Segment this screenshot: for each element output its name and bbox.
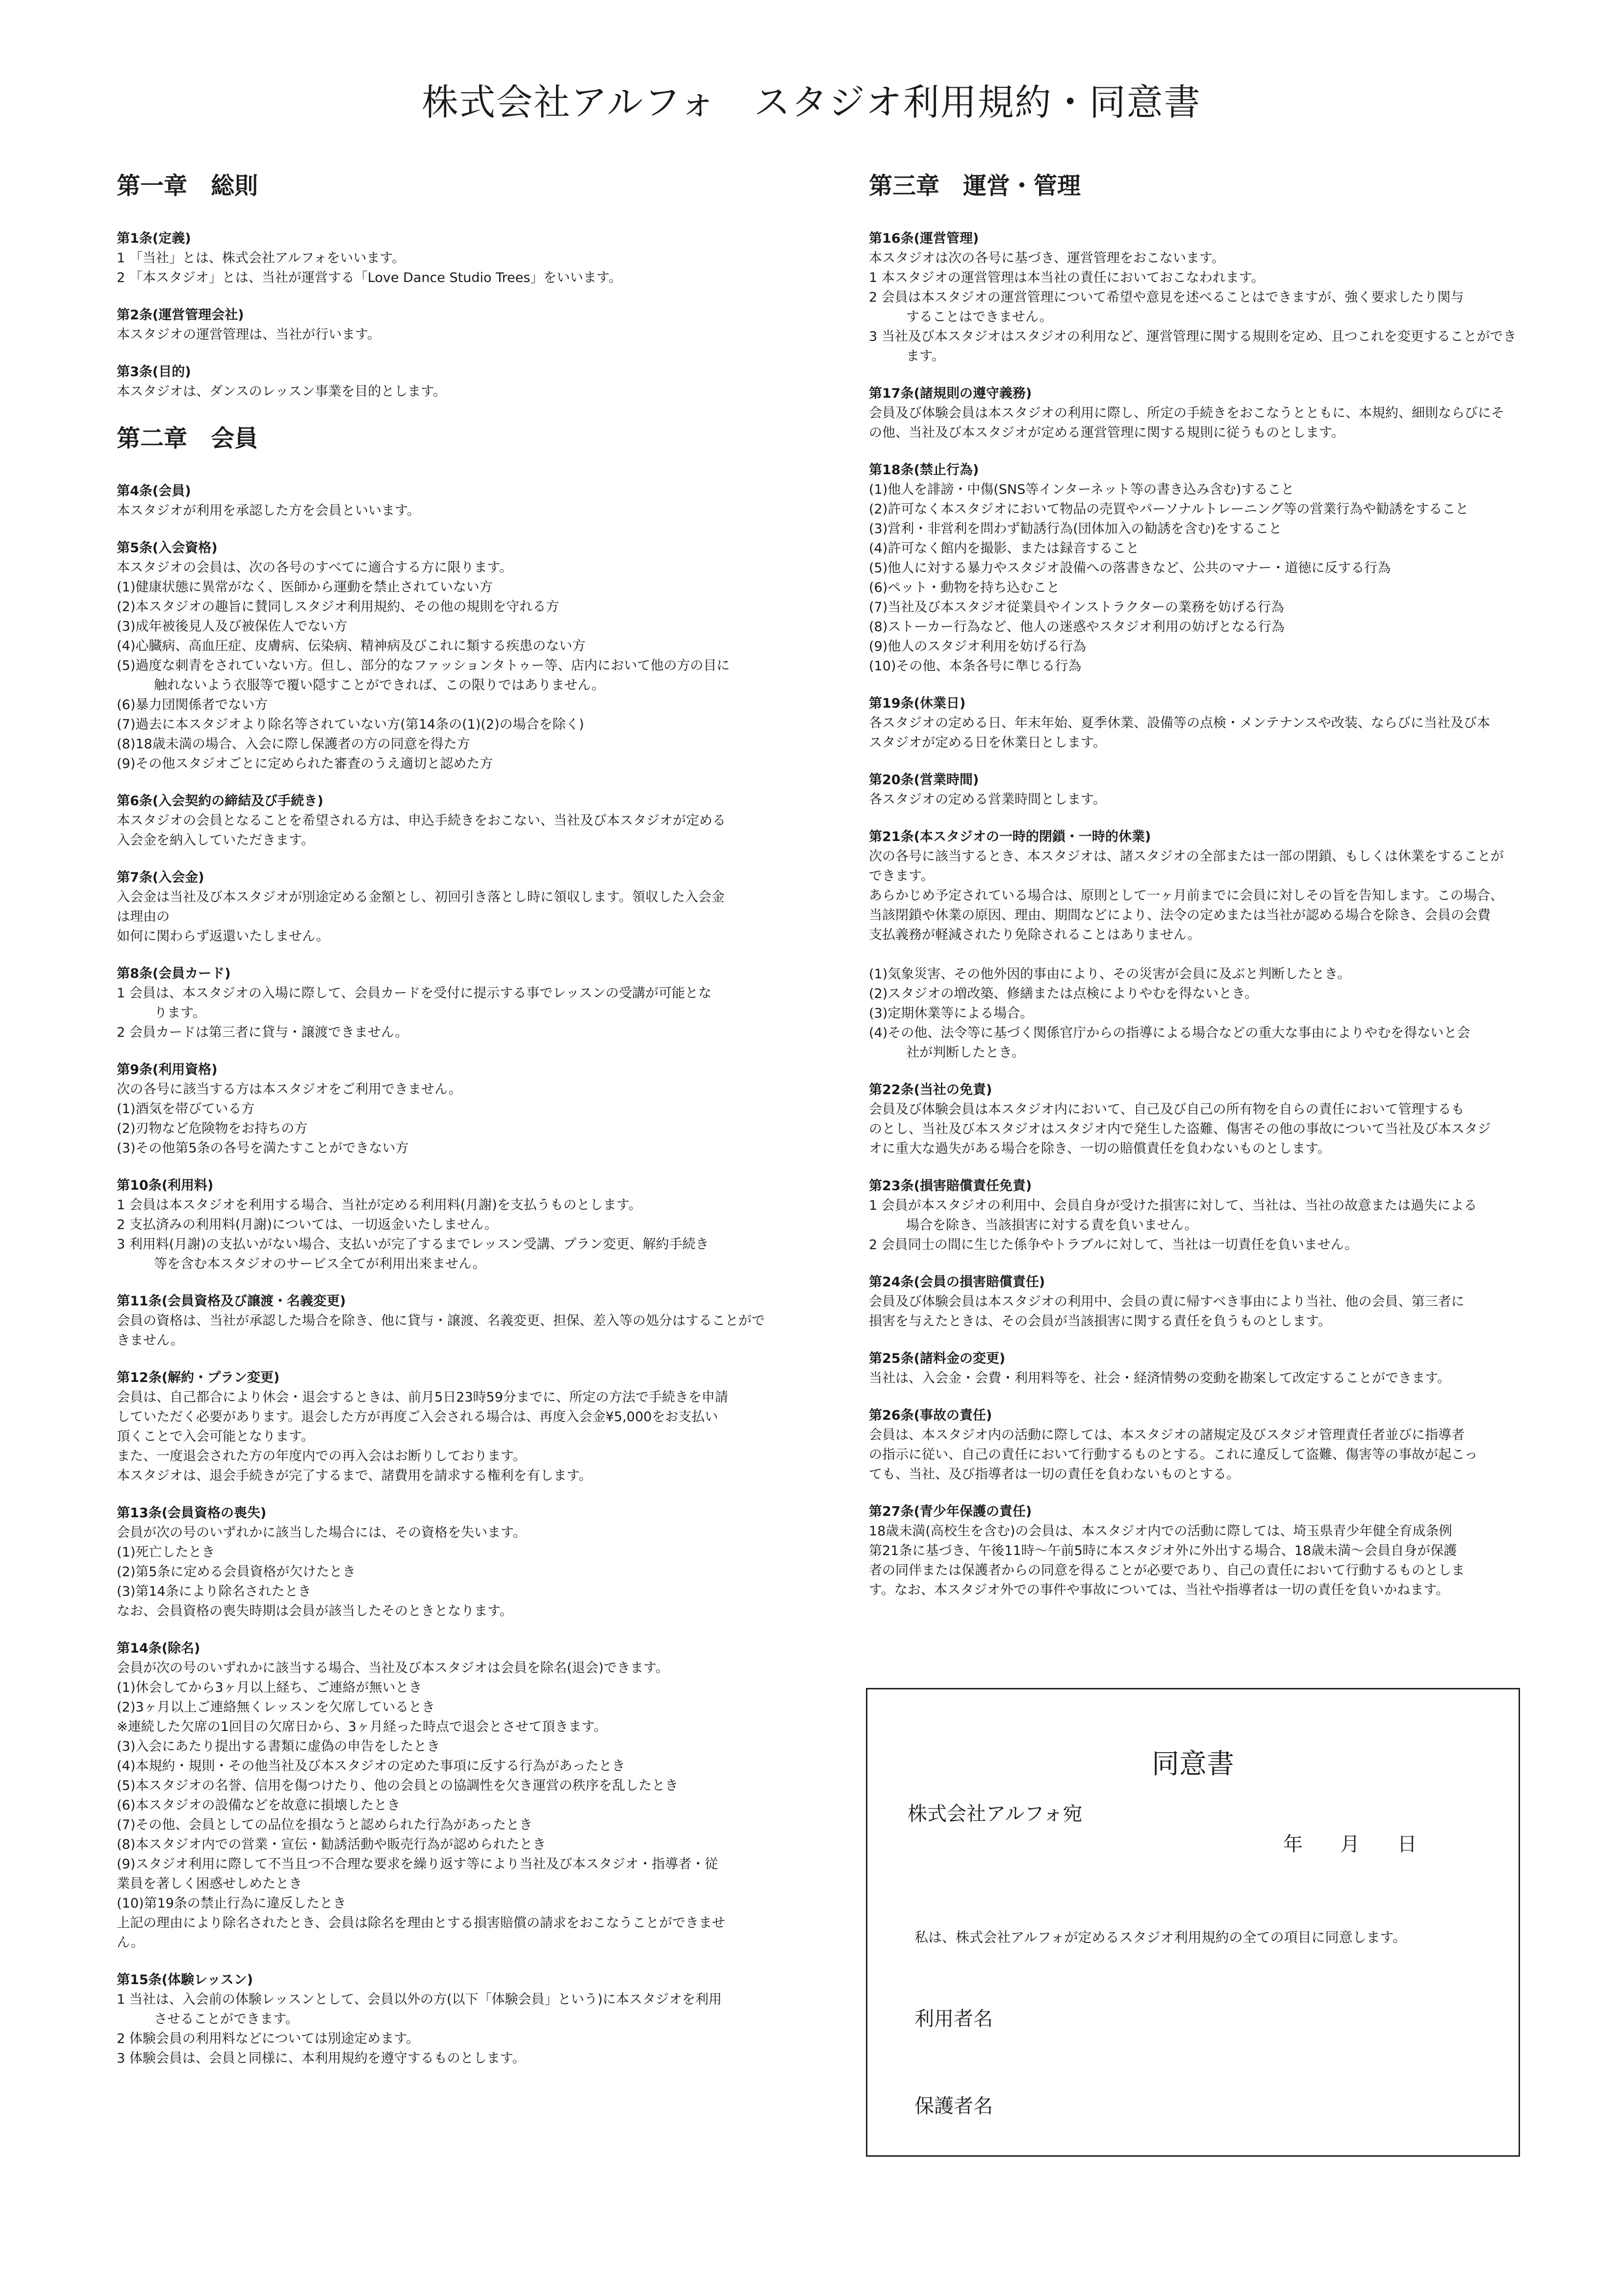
article-line: 支払義務が軽減されたり免除されることはありません。	[869, 927, 1201, 943]
article-line: 各スタジオの定める日、年末年始、夏季休業、設備等の点検・メンテナンスや改装、ならびに当社及び本	[869, 715, 1490, 731]
article-line: 1 本スタジオの運営管理は本当社の責任においておこなわれます。	[869, 270, 1265, 285]
article	[869, 1080, 1580, 1159]
article	[869, 1176, 1580, 1255]
article-title: 第21条(本スタジオの一時的閉鎖・一時的休業)	[869, 829, 1151, 844]
article-title: 第16条(運営管理)	[869, 231, 979, 246]
article-line: (7)その他、会員としての品位を損なうと認められた行為があったとき	[117, 1817, 533, 1833]
right-column	[869, 167, 1580, 1618]
article	[117, 1639, 823, 1953]
chapter-heading: 第三章 運営・管理	[869, 172, 1081, 200]
article-title: 第11条(会員資格及び譲渡・名義変更)	[117, 1294, 346, 1309]
article-line: (5)本スタジオの名誉、信用を傷つけたり、他の会員との協調性を欠き運営の秩序を乱したとき	[117, 1778, 679, 1793]
article-line: のとし、当社及び本スタジオはスタジオ内で発生した盗難、傷害その他の事故について当社及び本スタジ	[869, 1122, 1491, 1137]
article-line: (6)ペット・動物を持ち込むこと	[869, 580, 1060, 595]
article-line-continued: 社が判断したとき。	[906, 1045, 1025, 1060]
article	[117, 1504, 823, 1621]
date-day-label: 日	[1397, 1833, 1417, 1856]
article-line: (10)第19条の禁止行為に違反したとき	[117, 1896, 346, 1911]
article-title: 第23条(損害賠償責任免責)	[869, 1178, 1032, 1194]
article-line: 会員の資格は、当社が承認した場合を除き、他に貸与・譲渡、名義変更、担保、差入等の処分はすることがで	[117, 1313, 765, 1328]
article-line: また、一度退会された方の年度内での再入会はお断りしております。	[117, 1449, 526, 1464]
article-line: (2)本スタジオの趣旨に賛同しスタジオ利用規約、その他の規則を守れる方	[117, 599, 559, 614]
article-line: (6)暴力団関係者でない方	[117, 697, 268, 713]
article-title: 第24条(会員の損害賠償責任)	[869, 1275, 1045, 1290]
article-line: きません。	[117, 1333, 184, 1348]
article-line: 会員及び体験会員は本スタジオの利用に際し、所定の手続きをおこなうとともに、本規約、細則ならびにそ	[869, 406, 1504, 421]
article-line-continued: 触れないよう衣服等で覆い隠すことができれば、この限りではありません。	[154, 678, 605, 693]
article-line-continued: ります。	[154, 1005, 206, 1020]
article	[117, 1292, 823, 1351]
article-line-continued: 場合を除き、当該損害に対する責を負いません。	[906, 1218, 1198, 1233]
article-title: 第8条(会員カード)	[117, 966, 231, 981]
article-line: す。なお、本スタジオ外での事件や事故については、当社や指導者は一切の責任を負いかねます。	[869, 1582, 1449, 1598]
article-line: (3)定期休業等による場合。	[869, 1006, 1034, 1021]
consent-heading: 同意書	[1152, 1748, 1234, 1780]
article-line-continued: ます。	[906, 349, 945, 364]
article-line: 2 支払済みの利用料(月謝)については、一切返金いたしません。	[117, 1217, 498, 1232]
guardian-name-label: 保護者名	[914, 2095, 993, 2117]
article-title: 第10条(利用料)	[117, 1178, 214, 1193]
article-title: 第14条(除名)	[117, 1641, 201, 1656]
article-title: 第27条(青少年保護の責任)	[869, 1504, 1032, 1519]
article-line: 当社は、入会金・会費・利用料等を、社会・経済情勢の変動を勘案して改定することができます。	[869, 1371, 1450, 1386]
article-line: (4)心臓病、高血圧症、皮膚病、伝染病、精神病及びこれに類する疾患のない方	[117, 638, 586, 654]
article-title: 第22条(当社の免責)	[869, 1082, 992, 1097]
article-line: 1 「当社」とは、株式会社アルフォをいいます。	[117, 251, 406, 266]
article-line: (7)当社及び本スタジオ従業員やインストラクターの業務を妨げる行為	[869, 600, 1284, 615]
article-line: (1)休会してから3ヶ月以上経ち、ご連絡が無いとき	[117, 1680, 422, 1695]
article-line: ※連続した欠席の1回目の欠席日から、3ヶ月経った時点で退会とさせて頂きます。	[117, 1719, 607, 1735]
user-name-label: 利用者名	[914, 2008, 993, 2030]
article	[869, 1406, 1580, 1484]
article	[869, 694, 1580, 753]
article-title: 第13条(会員資格の喪失)	[117, 1505, 267, 1521]
article	[117, 306, 823, 345]
article-line: (2)第5条に定める会員資格が欠けたとき	[117, 1564, 356, 1580]
article-line: (9)その他スタジオごとに定められた審査のうえ適切と認めた方	[117, 756, 493, 771]
article	[117, 229, 823, 288]
article-line: ん。	[117, 1935, 144, 1950]
article-line: 本スタジオは、退会手続きが完了するまで、諸費用を請求する権利を有します。	[117, 1468, 592, 1483]
article-line: (4)その他、法令等に基づく関係官庁からの指導による場合などの重大な事由によりやむを得ないと会	[869, 1025, 1471, 1041]
article-title: 第5条(入会資格)	[117, 540, 218, 556]
consent-addressee: 株式会社アルフォ宛	[908, 1803, 1083, 1825]
article-line: (9)スタジオ利用に際して不当且つ不合理な要求を繰り返す等により当社及び本スタジオ・指導者・従	[117, 1857, 718, 1872]
consent-form	[866, 1688, 1520, 2157]
article-line: 会員及び体験会員は本スタジオ内において、自己及び自己の所有物を自らの責任において管理するも	[869, 1102, 1465, 1117]
article-line: の他、当社及び本スタジオが定める運営管理に関する規則に従うものとします。	[869, 425, 1344, 440]
article	[869, 1349, 1580, 1388]
article	[117, 868, 823, 946]
article-line: 第21条に基づき、午後11時～午前5時に本スタジオ外に外出する場合、18歳未満～会員自身が保護	[869, 1543, 1457, 1558]
article-line: 会員が次の号のいずれかに該当した場合には、その資格を失います。	[117, 1525, 526, 1540]
article-line: 本スタジオの会員は、次の各号のすべてに適合する方に限ります。	[117, 560, 513, 575]
article-line: 18歳未満(高校生を含む)の会員は、本スタジオ内での活動に際しては、埼玉県青少年健全育成条例	[869, 1524, 1452, 1539]
article-line: (8)本スタジオ内での営業・宣伝・勧誘活動や販売行為が認められたとき	[117, 1837, 546, 1852]
article	[117, 1060, 823, 1158]
article	[117, 538, 823, 774]
article-line: していただく必要があります。退会した方が再度ご入会される場合は、再度入会金¥5,000をお支払い	[117, 1409, 718, 1425]
article-line: (2)スタジオの増改築、修繕または点検によりやむを得ないとき。	[869, 986, 1258, 1001]
article	[869, 827, 1580, 1063]
article-line: 入会金を納入していただきます。	[117, 833, 314, 848]
article-line: (1)酒気を帯びている方	[117, 1101, 255, 1117]
article-title: 第6条(入会契約の締結及び手続き)	[117, 793, 324, 809]
article-line: 入会金は当社及び本スタジオが別途定める金額とし、初回引き落とし時に領収します。領収した入会金	[117, 890, 725, 905]
article-line: 頂くことで入会可能となります。	[117, 1429, 314, 1444]
article-line: 2 会員同士の間に生じた係争やトラブルに対して、当社は一切責任を負いません。	[869, 1237, 1358, 1252]
article-line: 1 会員は本スタジオを利用する場合、当社が定める利用料(月謝)を支払うものとします。	[117, 1198, 642, 1213]
consent-statement: 私は、株式会社アルフォが定めるスタジオ利用規約の全ての項目に同意します。	[914, 1929, 1407, 1945]
article-line: (5)他人に対する暴力やスタジオ設備への落書きなど、公共のマナー・道徳に反する行為	[869, 561, 1391, 576]
article	[117, 1970, 823, 2068]
article	[117, 482, 823, 521]
date-year-label: 年	[1283, 1833, 1303, 1856]
article	[117, 1368, 823, 1486]
article-line: 当該閉鎖や休業の原因、理由、期間などにより、法令の定めまたは当社が認める場合を除き、会員の会費	[869, 908, 1491, 923]
article-line-continued: 等を含む本スタジオのサービス全てが利用出来ません。	[154, 1256, 486, 1272]
article-line: (3)第14条により除名されたとき	[117, 1584, 311, 1599]
article-line: (2)3ヶ月以上ご連絡無くレッスンを欠席しているとき	[117, 1700, 435, 1715]
article-title: 第17条(諸規則の遵守義務)	[869, 386, 1032, 401]
article	[117, 964, 823, 1043]
page-title: 株式会社アルフォ スタジオ利用規約・同意書	[422, 81, 1201, 124]
article-title: 第9条(利用資格)	[117, 1062, 218, 1077]
article-line: (8)18歳未満の場合、入会に際し保護者の方の同意を得た方	[117, 737, 470, 752]
article-title: 第19条(休業日)	[869, 696, 966, 711]
article-line: (2)刃物など危険物をお持ちの方	[117, 1121, 308, 1136]
article-line: 会員は、本スタジオ内の活動に際しては、本スタジオの諸規定及びスタジオ管理責任者並びに指導者	[869, 1428, 1465, 1443]
article-line: あらかじめ予定されている場合は、原則として一ヶ月前までに会員に対しその旨を告知します。この場合、	[869, 888, 1503, 903]
article-line: (7)過去に本スタジオより除名等されていない方(第14条の(1)(2)の場合を除く)	[117, 717, 584, 732]
article-line: (2)許可なく本スタジオにおいて物品の売買やパーソナルトレーニング等の営業行為や勧誘をすること	[869, 502, 1469, 517]
article-line: 1 会員が本スタジオの利用中、会員自身が受けた損害に対して、当社は、当社の故意または過失による	[869, 1198, 1477, 1213]
article-line: できます。	[869, 868, 934, 884]
article-line: (3)入会にあたり提出する書類に虚偽の申告をしたとき	[117, 1739, 440, 1754]
article-line: 如何に関わらず返還いたしません。	[117, 929, 330, 944]
left-column	[117, 167, 823, 2086]
article-line: スタジオが定める日を休業日とします。	[869, 735, 1106, 750]
article	[869, 1502, 1580, 1600]
article	[869, 384, 1580, 443]
article-line: (6)本スタジオの設備などを故意に損壊したとき	[117, 1798, 401, 1813]
article-line: (3)その他第5条の各号を満たすことができない方	[117, 1141, 409, 1156]
article-title: 第20条(営業時間)	[869, 772, 979, 788]
article-line: (3)営利・非営利を問わず勧誘行為(団体加入の勧誘を含む)をすること	[869, 521, 1282, 536]
article-line: 3 利用料(月謝)の支払いがない場合、支払いが完了するまでレッスン受講、プラン変更、解約手続き	[117, 1237, 709, 1252]
article	[869, 460, 1580, 676]
article	[869, 1273, 1580, 1331]
article-line: なお、会員資格の喪失時期は会員が該当したそのときとなります。	[117, 1604, 513, 1619]
article-title: 第26条(事故の責任)	[869, 1408, 992, 1423]
chapter-heading: 第二章 会員	[117, 425, 258, 452]
article-line: 会員及び体験会員は本スタジオの利用中、会員の責に帰すべき事由により当社、他の会員、第三者に	[869, 1294, 1465, 1309]
article-line: (3)成年被後見人及び被保佐人でない方	[117, 619, 348, 634]
article-line: 2 会員は本スタジオの運営管理について希望や意見を述べることはできますが、強く要求したり関与	[869, 290, 1464, 305]
article-title: 第18条(禁止行為)	[869, 462, 979, 478]
article-line: 2 「本スタジオ」とは、当社が運営する「Love Dance Studio Trees」をいいます。	[117, 270, 622, 285]
article-line: 会員が次の号のいずれかに該当する場合、当社及び本スタジオは会員を除名(退会)できます。	[117, 1660, 669, 1676]
article-line: (4)許可なく館内を撮影、または録音すること	[869, 541, 1140, 556]
article-line: (8)ストーカー行為など、他人の迷惑やスタジオ利用の妨げとなる行為	[869, 619, 1285, 635]
article	[117, 362, 823, 402]
article-line: (1)死亡したとき	[117, 1545, 215, 1560]
article-line: 業員を著しく困惑せしめたとき	[117, 1876, 302, 1891]
article-title: 第1条(定義)	[117, 231, 191, 246]
article-title: 第7条(入会金)	[117, 870, 204, 885]
article-line-continued: させることができます。	[154, 2012, 299, 2027]
article-line: 2 会員カードは第三者に貸与・譲渡できません。	[117, 1025, 408, 1040]
article-line: 各スタジオの定める営業時間とします。	[869, 792, 1106, 807]
article-line: (4)本規約・規則・その他当社及び本スタジオの定めた事項に反する行為があったとき	[117, 1759, 625, 1774]
article-line: (1)健康状態に異常がなく、医師から運動を禁止されていない方	[117, 580, 493, 595]
article-title: 第25条(諸料金の変更)	[869, 1351, 1006, 1366]
article-line: 次の各号に該当する方は本スタジオをご利用できません。	[117, 1082, 462, 1097]
article-title: 第12条(解約・プラン変更)	[117, 1370, 280, 1385]
article-line: の指示に従い、自己の責任において行動するものとする。これに違反して盗難、傷害等の事故が起こっ	[869, 1447, 1478, 1462]
article-line-continued: することはできません。	[906, 309, 1053, 325]
chapter-heading: 第一章 総則	[117, 172, 258, 200]
article-line: 1 会員は、本スタジオの入場に際して、会員カードを受付に提示する事でレッスンの受講が可能とな	[117, 986, 711, 1001]
article-line: 2 体験会員の利用料などについては別途定めます。	[117, 2031, 420, 2046]
article-line: 3 体験会員は、会員と同様に、本利用規約を遵守するものとします。	[117, 2051, 526, 2066]
article-line: 3 当社及び本スタジオはスタジオの利用など、運営管理に関する規則を定め、且つこれを変更することができ	[869, 329, 1517, 344]
article-line: ても、当社、及び指導者は一切の責任を負わないものとする。	[869, 1467, 1240, 1482]
article-line: (5)過度な刺青をされていない方。但し、部分的なファッションタトゥー等、店内において他の方の目に	[117, 658, 730, 673]
article-line: 本スタジオの会員となることを希望される方は、申込手続きをおこない、当社及び本スタジオが定める	[117, 813, 726, 828]
article-line: 次の各号に該当するとき、本スタジオは、諸スタジオの全部または一部の閉鎖、もしくは休業をすることが	[869, 849, 1504, 864]
article-line: は理由の	[117, 909, 170, 924]
date-month-label: 月	[1340, 1833, 1360, 1856]
article-line: (1)他人を誹謗・中傷(SNS等インターネット等の書き込み含む)すること	[869, 482, 1294, 497]
article-line: 本スタジオの運営管理は、当社が行います。	[117, 327, 380, 342]
article-line: 本スタジオが利用を承認した方を会員といいます。	[117, 503, 420, 518]
article-line: 本スタジオは、ダンスのレッスン事業を目的とします。	[117, 384, 447, 399]
article-line: オに重大な過失がある場合を除き、一切の賠償責任を負わないものとします。	[869, 1141, 1331, 1156]
blank-line	[869, 945, 1580, 965]
article-line: 損害を与えたときは、その会員が当該損害に関する責任を負うものとします。	[869, 1314, 1331, 1329]
article-line: 本スタジオは次の各号に基づき、運営管理をおこないます。	[869, 251, 1225, 266]
article-line: 者の同伴または保護者からの同意を得ることが必要であり、自己の責任において行動するものとしま	[869, 1563, 1465, 1578]
article-line: 会員は、自己都合により休会・退会するときは、前月5日23時59分までに、所定の方法で手続きを申請	[117, 1390, 728, 1405]
article-line: (9)他人のスタジオ利用を妨げる行為	[869, 639, 1087, 654]
consent-date	[1283, 1829, 1417, 1857]
article-line: 1 当社は、入会前の体験レッスンとして、会員以外の方(以下「体験会員」という)に本スタジオを利用	[117, 1992, 722, 2007]
article-title: 第15条(体験レッスン)	[117, 1972, 253, 1988]
article	[869, 229, 1580, 366]
article-line: (10)その他、本条各号に準じる行為	[869, 659, 1082, 674]
article	[117, 1176, 823, 1274]
article-line: (1)気象災害、その他外因的事由により、その災害が会員に及ぶと判断したとき。	[869, 967, 1351, 982]
article	[117, 791, 823, 850]
article-line: 上記の理由により除名されたとき、会員は除名を理由とする損害賠償の請求をおこなうことができませ	[117, 1915, 725, 1931]
article-title: 第2条(運営管理会社)	[117, 307, 244, 323]
article-title: 第4条(会員)	[117, 484, 191, 499]
article-title: 第3条(目的)	[117, 364, 191, 380]
article	[869, 770, 1580, 810]
